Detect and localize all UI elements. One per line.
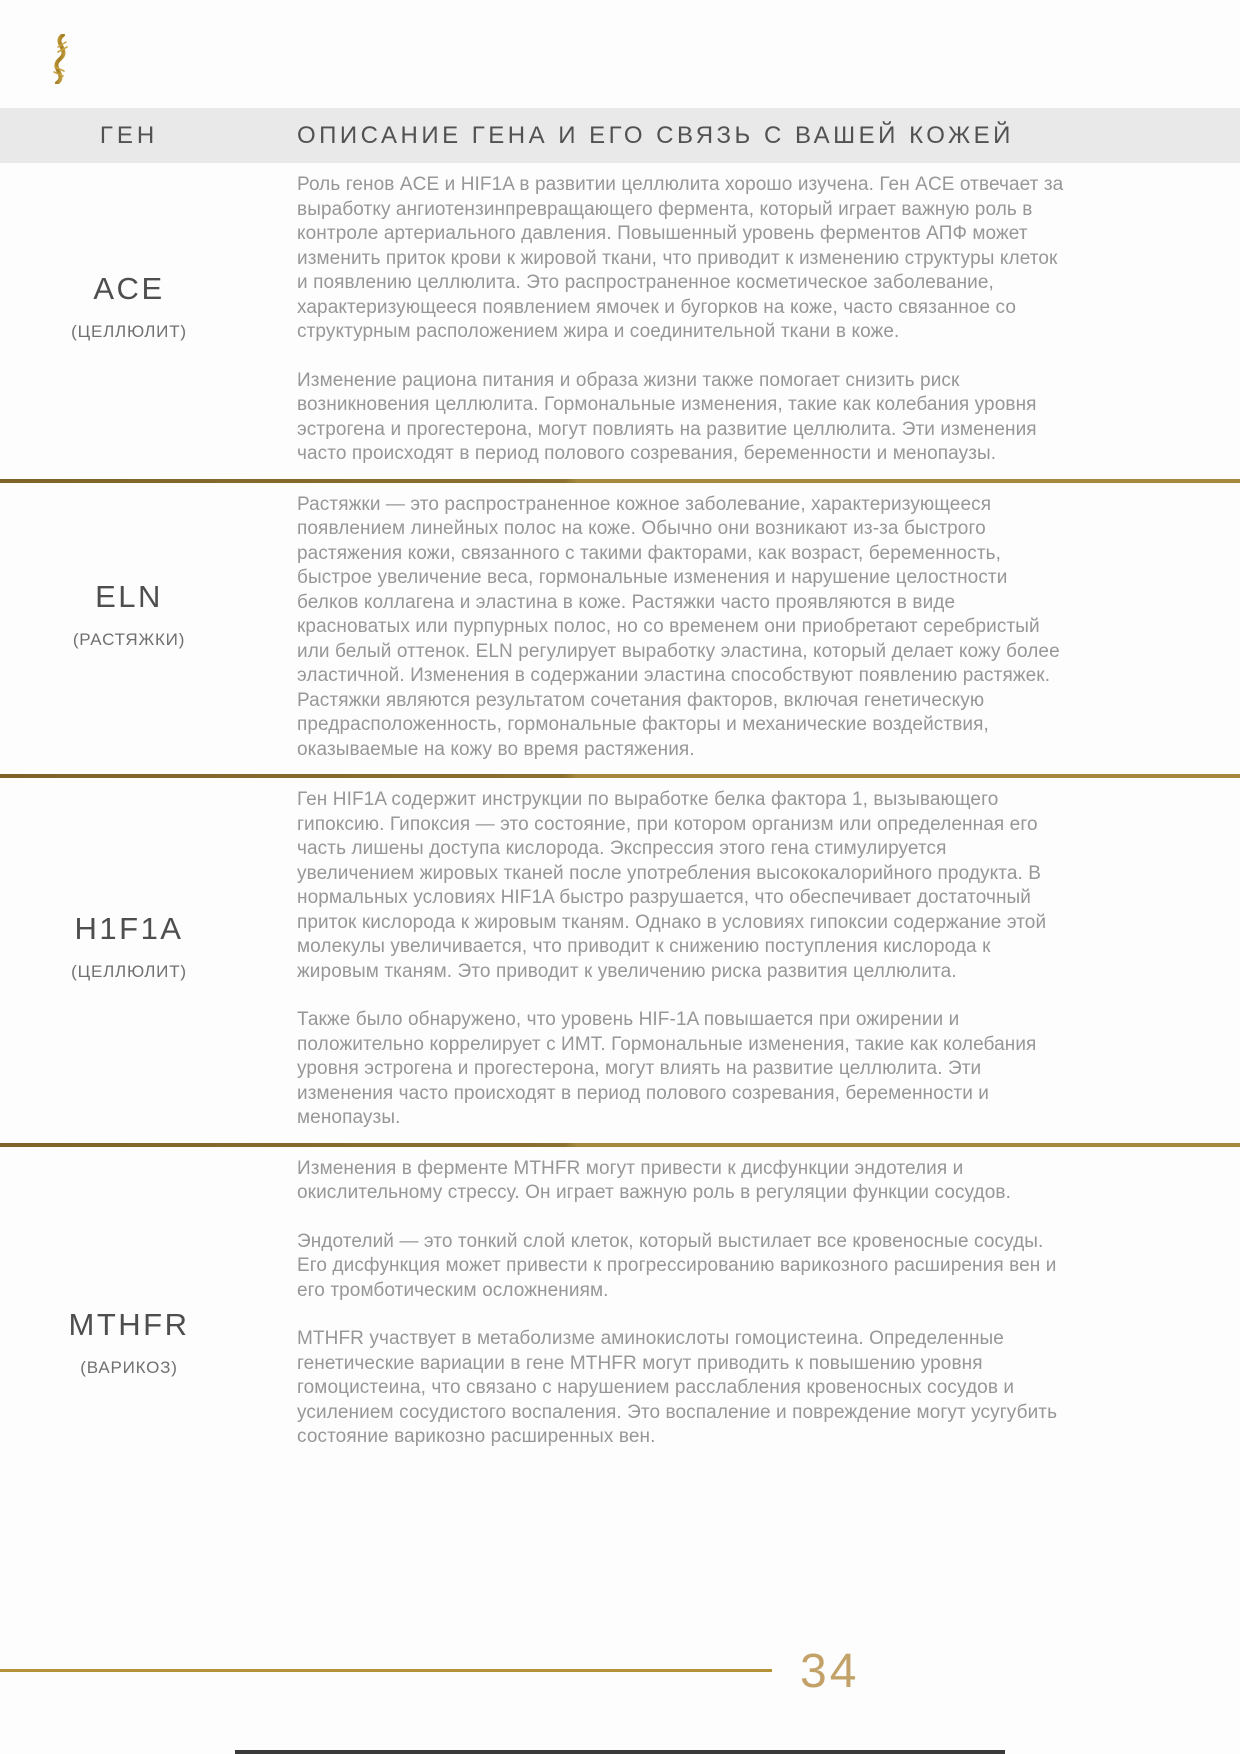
gene-name: ELN <box>95 578 163 614</box>
gene-description-cell <box>258 1147 1067 1567</box>
description-paragraph: Изменения в ферменте MTHFR могут привести к дисфункции эндотелия и окислительному стрессу. Он играет важную роль в регуляции функции сосудов. <box>297 1157 1011 1203</box>
gene-cell <box>0 764 258 1129</box>
gene-description-cell <box>258 483 1067 775</box>
gene-description-cell <box>258 163 1067 479</box>
header-description-column: ОПИСАНИЕ ГЕНА И ЕГО СВЯЗЬ С ВАШЕЙ КОЖЕЙ <box>297 121 1014 149</box>
gene-cell <box>0 149 258 465</box>
footer-gold-rule <box>0 1669 772 1672</box>
gene-cell <box>0 1133 258 1553</box>
gene-row-mthfr <box>0 1147 1240 1567</box>
page-number: 34 <box>800 1645 860 1698</box>
description-paragraph: Роль генов ACE и HIF1A в развитии целлюлита хорошо изучена. Ген ACE отвечает за выработку ангиотензинпревращающего фермента, который играет важную роль в контроле артериального давления. Повышенный уровень ферментов АПФ может изменить приток крови к жировой ткани, что приводит к изменению структуры клеток и появлению целлюлита. Это распространенное косметическое заболевание, характеризующееся появлением ямочек и бугорков на коже, часто связанное со структурным расположением жира и соединительной ткани в коже. <box>297 174 1064 342</box>
description-paragraph: MTHFR участвует в метаболизме аминокислоты гомоцистеина. Определенные генетические вариации в гене MTHFR могут приводить к повышению уровня гомоцистеина, что связано с нарушением расслабления кровеносных сосудов и усилением сосудистого воспаления. Это воспаление и повреждение могут усугубить состояние варикозно расширенных вен. <box>297 1328 1058 1447</box>
description-paragraph: Эндотелий — это тонкий слой клеток, который выстилает все кровеносные сосуды. Его дисфункция может привести к прогрессированию варикозного расширения вен и его тромботическим осложнениям. <box>297 1230 1057 1301</box>
gene-name: ACE <box>93 271 165 307</box>
description-paragraph: Изменение рациона питания и образа жизни также помогает снизить риск возникновения целлюлита. Гормональные изменения, такие как колебания уровня эстрогена и прогестерона, могут повлиять на развитие целлюлита. Эти изменения часто происходят в период полового созревания, беременности и менопаузы. <box>297 369 1037 464</box>
description-paragraph: Также было обнаружено, что уровень HIF-1A повышается при ожирении и положительно коррелирует с ИМТ. Гормональные изменения, такие как колебания уровня эстрогена и прогестерона, могут влиять на развитие целлюлита. Эти изменения часто происходят в период полового созревания, беременности и менопаузы. <box>297 1009 1037 1128</box>
gene-description-cell <box>258 778 1067 1143</box>
header-gene-column: ГЕН <box>99 121 159 149</box>
gene-trait: (ЦЕЛЛЮЛИТ) <box>71 322 187 342</box>
table-body <box>0 163 1240 1567</box>
description-paragraph: Ген HIF1A содержит инструкции по выработке белка фактора 1, вызывающего гипоксию. Гипоксия — это состояние, при котором организм или определенная его часть лишены доступа кислорода. Экспрессия этого гена стимулируется увеличением жировых тканей после употребления высококалорийного продукта. В нормальных условиях HIF1A быстро разрушается, что обеспечивает достаточный приток кислорода к жировым тканям. Однако в условиях гипоксии содержание этой молекулы увеличивается, что приводит к снижению поступления кислорода к жировым тканям. Это приводит к увеличению риска развития целлюлита. <box>297 789 1047 982</box>
gene-trait: (ВАРИКОЗ) <box>80 1358 178 1377</box>
page-bottom-bar <box>235 1750 1005 1754</box>
gene-row-ace <box>0 163 1240 479</box>
gene-name: MTHFR <box>68 1307 190 1342</box>
gene-trait: (ЦЕЛЛЮЛИТ) <box>71 961 187 981</box>
dna-helix-logo-icon <box>46 34 76 84</box>
gene-row-eln <box>0 483 1240 775</box>
gene-cell <box>0 469 258 761</box>
description-paragraph: Растяжки — это распространенное кожное заболевание, характеризующееся появлением линейных полос на коже. Обычно они возникают из-за быстрого растяжения кожи, связанного с такими факторами, как возраст, беременность, быстрое увеличение веса, гормональные изменения и нарушение целостности белков коллагена и эластина в коже. Растяжки часто проявляются в виде красноватых или пурпурных полос, но со временем они приобретают серебристый или белый оттенок. ELN регулирует выработку эластина, который делает кожу более эластичной. Изменения в содержании эластина способствуют появлению растяжек. Растяжки являются результатом сочетания факторов, включая генетическую предрасположенность, гормональные факторы и механические воздействия, оказываемые на кожу во время растяжения. <box>297 493 1060 760</box>
gene-name: H1F1A <box>74 910 184 946</box>
gene-trait: (РАСТЯЖКИ) <box>72 629 186 649</box>
gene-row-h1f1a <box>0 778 1240 1143</box>
